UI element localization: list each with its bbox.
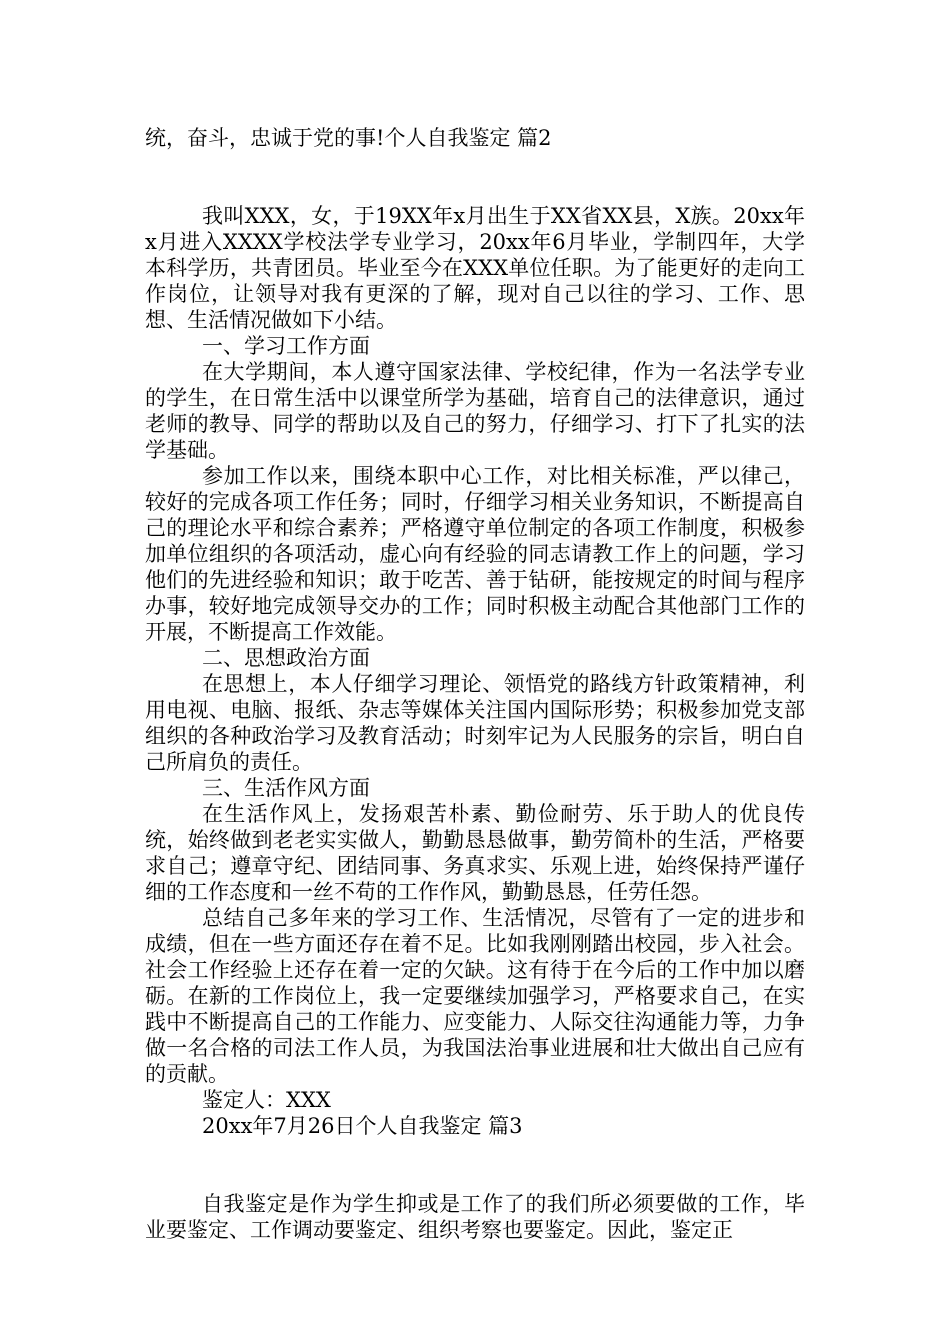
document-body	[145, 125, 805, 1243]
paragraph-university: 在大学期间，本人遵守国家法律、学校纪律，作为一名法学专业的学生，在日常生活中以课堂所学为基础，培育自己的法律意识，通过老师的教导、同学的帮助以及自己的努力，仔细学习、打下了扎实的法学基础。	[145, 360, 805, 462]
paragraph-summary: 总结自己多年来的学习工作、生活情况，尽管有了一定的进步和成绩，但在一些方面还存在着不足。比如我刚刚踏出校园，步入社会。社会工作经验上还存在着一定的欠缺。这有待于在今后的工作中加以磨砺。在新的工作岗位上，我一定要继续加强学习，严格要求自己，在实践中不断提高自己的工作能力、应变能力、人际交往沟通能力等，力争做一名合格的司法工作人员，为我国法治事业进展和壮大做出自己应有的贡献。	[145, 906, 805, 1086]
signer-line: 鉴定人：XXX	[202, 1088, 331, 1112]
paragraph-politics: 在思想上，本人仔细学习理论、领悟党的路线方针政策精神，利用电视、电脑、报纸、杂志等媒体关注国内国际形势；积极参加党支部组织的各种政治学习及教育活动；时刻牢记为人民服务的宗旨，明白自己所肩负的责任。	[145, 672, 805, 774]
paragraph-work: 参加工作以来，围绕本职中心工作，对比相关标准，严以律己，较好的完成各项工作任务；同时，仔细学习相关业务知识，不断提高自己的理论水平和综合素养；严格遵守单位制定的各项工作制度，积极参加单位组织的各项活动，虚心向有经验的同志请教工作上的问题，学习他们的先进经验和知识；敢于吃苦、善于钻研，能按规定的时间与程序办事，较好地完成领导交办的工作；同时积极主动配合其他部门工作的开展，不断提高工作效能。	[145, 464, 805, 644]
spacer	[145, 1139, 805, 1191]
paragraph-lifestyle: 在生活作风上，发扬艰苦朴素、勤俭耐劳、乐于助人的优良传统，始终做到老老实实做人，勤勤恳恳做事，勤劳简朴的生活，严格要求自己；遵章守纪、团结同事、务真求实、乐观上进，始终保持严谨仔细的工作态度和一丝不苟的工作作风，勤勤恳恳，任劳任怨。	[145, 802, 805, 904]
date-line: 20xx年7月26日个人自我鉴定 篇3	[202, 1114, 523, 1138]
section-heading-lifestyle: 三、生活作风方面	[202, 776, 370, 800]
paragraph-intro: 我叫XXX，女，于19XX年x月出生于XX省XX县，X族。20xx年x月进入XXXX学校法学专业学习，20xx年6月毕业，学制四年，大学本科学历，共青团员。毕业至今在XXX单位任职。为了能更好的走向工作岗位，让领导对我有更深的了解，现对自己以往的学习、工作、思想、生活情况做如下小结。	[145, 204, 805, 332]
intro-line: 统，奋斗，忠诚于党的事!个人自我鉴定 篇2	[145, 126, 552, 150]
spacer	[145, 151, 805, 203]
section-heading-study-work: 一、学习工作方面	[202, 334, 370, 358]
section-heading-politics: 二、思想政治方面	[202, 646, 370, 670]
paragraph-section3-intro: 自我鉴定是作为学生抑或是工作了的我们所必须要做的工作，毕业要鉴定、工作调动要鉴定、组织考察也要鉴定。因此，鉴定正	[145, 1192, 805, 1242]
